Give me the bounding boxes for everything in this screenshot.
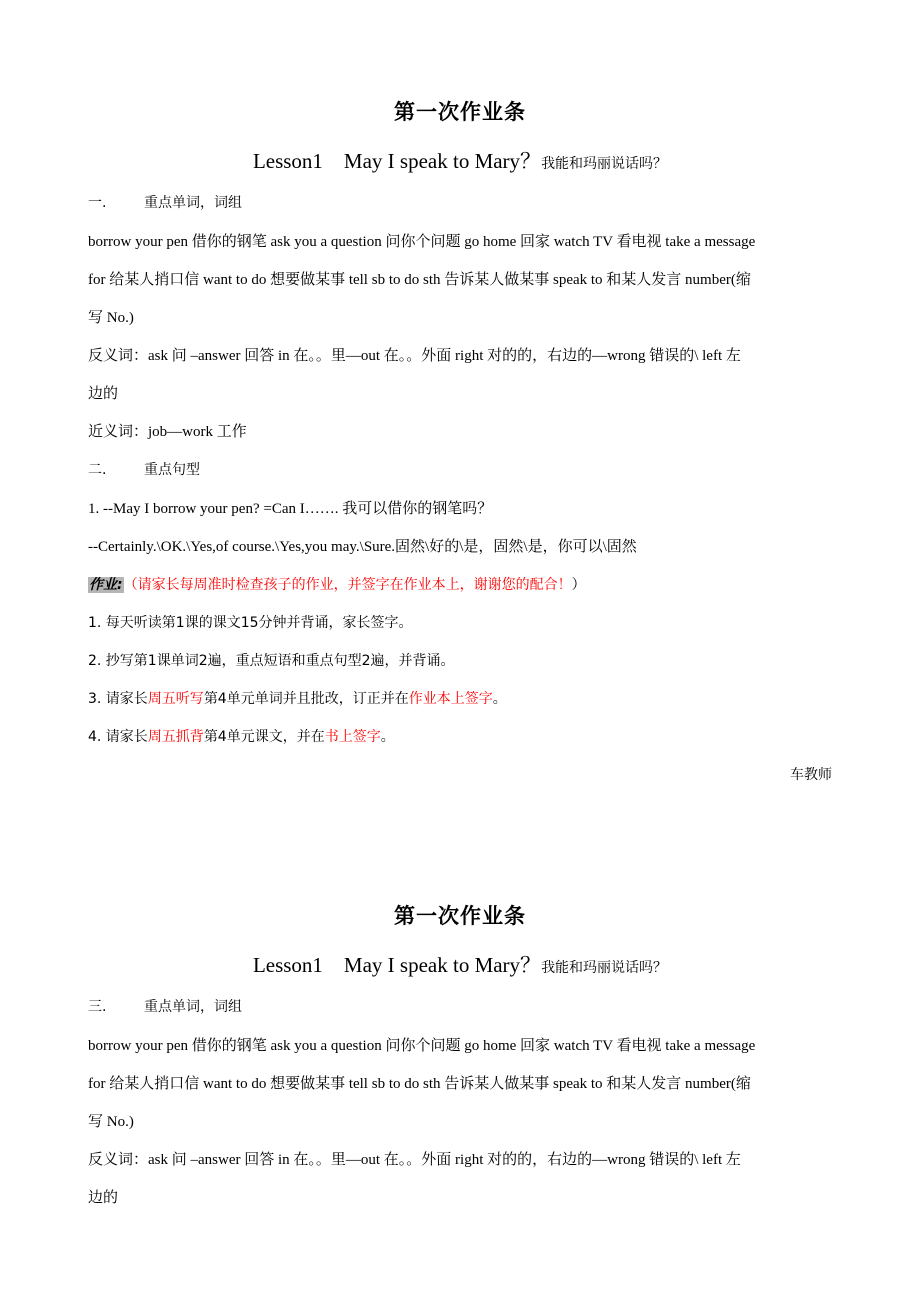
sheet1-section1-heading [88, 193, 834, 213]
homework-item-highlight: 作业本上签字 [408, 691, 493, 707]
sheet1-section2-heading [88, 460, 834, 480]
lesson-title-en: Lesson1 May I speak to Mary？ [252, 149, 542, 173]
sheet1-sentence-1: 1. --May I borrow your pen? =Can I……. 我可以借你的钢笔吗？ [88, 501, 493, 517]
homework-item-text: 第4单元课文，并在 [203, 729, 325, 745]
section-number: 一. [88, 195, 107, 211]
sheet2-lesson-heading [0, 951, 920, 982]
sheet2-vocab-line-1: borrow your pen 借你的钢笔 ask you a question 问你个问题 go home 回家 watch TV 看电视 take a message [88, 1038, 756, 1054]
sheet1-vocab-line-2: for 给某人捎口信 want to do 想要做某事 tell sb to do sth 告诉某人做某事 speak to 和某人发言 number(缩 [88, 272, 751, 288]
section-number: 三. [88, 999, 107, 1015]
section-heading: 重点单词，词组 [144, 195, 242, 211]
homework-item-highlight: 周五听写 [147, 691, 204, 707]
homework-note-open: （ [123, 577, 138, 593]
sheet1-vocab-line-1: borrow your pen 借你的钢笔 ask you a question 问你个问题 go home 回家 watch TV 看电视 take a message [88, 234, 756, 250]
lesson-title-cn: 我能和玛丽说话吗？ [541, 960, 668, 976]
homework-note-close: ） [571, 577, 586, 593]
sheet1-antonyms-line-1: 反义词：ask 问 –answer 回答 in 在。。里—out 在。。外面 right 对的的，右边的—wrong 错误的\ left 左 [88, 348, 741, 364]
homework-item-highlight: 周五抓背 [147, 729, 204, 745]
lesson-title-en: Lesson1 May I speak to Mary？ [252, 953, 542, 977]
section-heading: 重点句型 [144, 462, 200, 478]
sheet1-synonyms: 近义词：job—work 工作 [88, 424, 247, 440]
homework-item-text: 2. 抄写第1课单词2遍，重点短语和重点句型2遍，并背诵。 [88, 653, 455, 669]
homework-item-text: 3. 请家长 [88, 691, 148, 707]
sheet1-homework-header [88, 575, 834, 595]
homework-item-text: 。 [492, 691, 507, 707]
sheet1-sentence-2: --Certainly.\OK.\Yes,of course.\Yes,you may.\Sure.固然\好的\是，固然\是，你可以\固然 [88, 539, 637, 555]
sheet2-title: 第一次作业条 [394, 904, 526, 928]
homework-item-highlight: 书上签字 [324, 729, 381, 745]
homework-item-text: 4. 请家长 [88, 729, 148, 745]
section-number: 二. [88, 462, 107, 478]
sheet1-vocab-line-3: 写 No.) [88, 310, 134, 326]
sheet2-antonyms-line-2: 边的 [88, 1190, 119, 1206]
sheet1-lesson-heading [0, 147, 920, 178]
homework-item-text: 。 [380, 729, 395, 745]
section-heading: 重点单词，词组 [144, 999, 242, 1015]
sheet2-antonyms-line-1: 反义词：ask 问 –answer 回答 in 在。。里—out 在。。外面 right 对的的，右边的—wrong 错误的\ left 左 [88, 1152, 741, 1168]
lesson-title-cn: 我能和玛丽说话吗？ [541, 156, 668, 172]
homework-item-text: 1. 每天听读第1课的课文15分钟并背诵，家长签字。 [88, 615, 413, 631]
teacher-signature: 车教师 [790, 767, 832, 783]
homework-item-4 [88, 727, 834, 747]
homework-item-text: 第4单元单词并且批改，订正并在 [203, 691, 409, 707]
homework-item-3 [88, 689, 834, 709]
sheet1-title: 第一次作业条 [394, 100, 526, 124]
sheet2-section1-heading [88, 997, 834, 1017]
homework-note: 请家长每周准时检查孩子的作业，并签字在作业本上，谢谢您的配合！ [137, 577, 572, 593]
homework-item-1 [88, 613, 834, 633]
sheet2-vocab-line-3: 写 No.) [88, 1114, 134, 1130]
homework-label: 作业: [89, 577, 123, 593]
sheet1-antonyms-line-2: 边的 [88, 386, 119, 402]
homework-item-2 [88, 651, 834, 671]
sheet2-vocab-line-2: for 给某人捎口信 want to do 想要做某事 tell sb to do sth 告诉某人做某事 speak to 和某人发言 number(缩 [88, 1076, 751, 1092]
